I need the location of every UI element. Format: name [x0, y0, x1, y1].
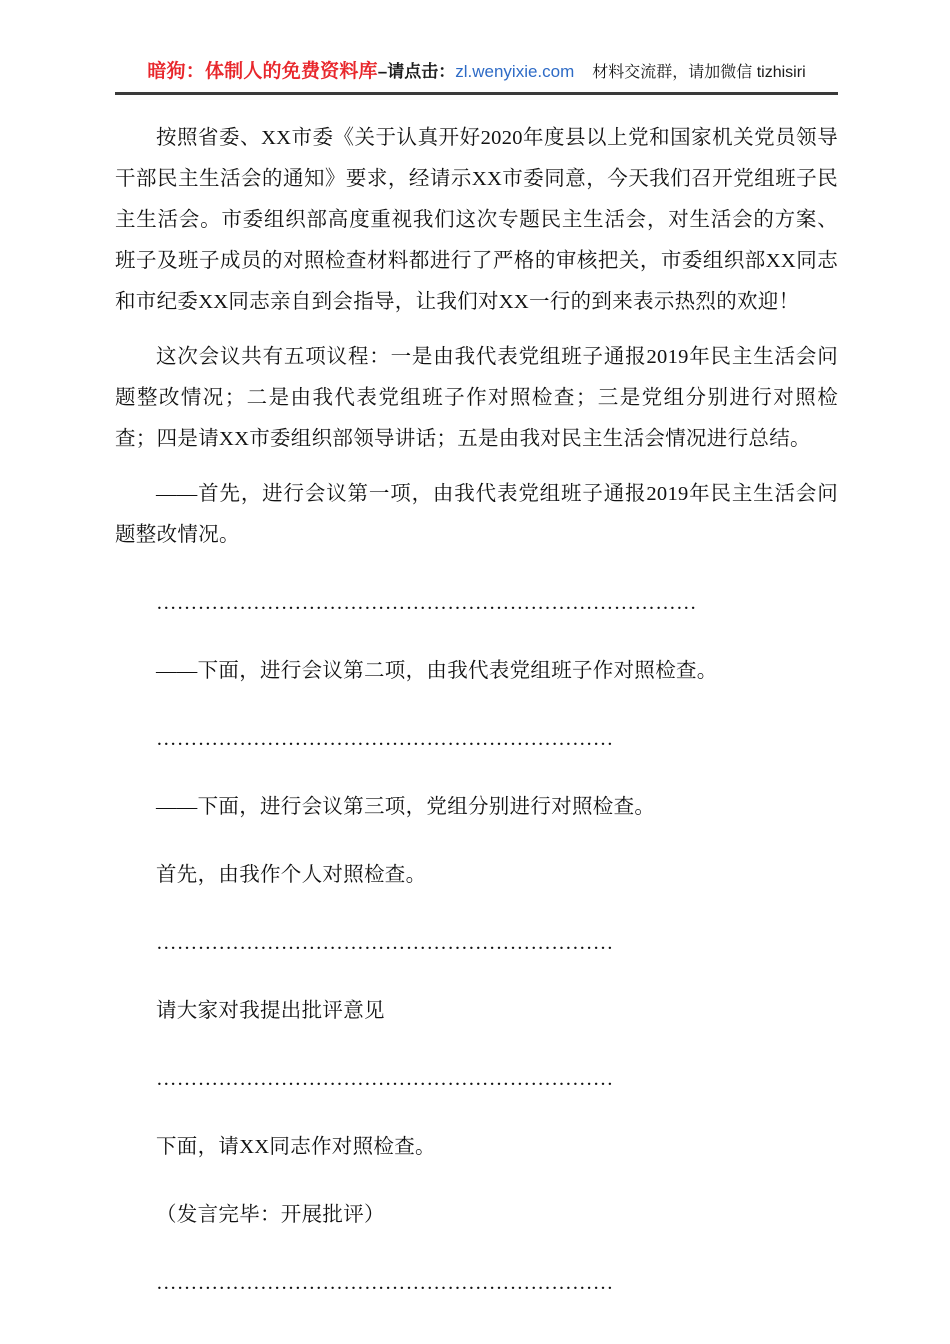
- dotted-separator-1: ……………………………………………………………………: [156, 592, 697, 614]
- paragraph-speech-end-note: （发言完毕：开展批评）: [156, 1204, 385, 1226]
- paragraph-gap: [115, 692, 838, 719]
- paragraph-gap: [115, 556, 838, 583]
- paragraph-gap: [115, 760, 838, 787]
- paragraph-gap: [115, 828, 838, 855]
- paragraph-gap: [115, 896, 838, 923]
- paragraph-agenda-overview: 这次会议共有五项议程：一是由我代表党组班子通报2019年民主生活会问题整改情况；二是由我代表党组班子作对照检查；三是党组分别进行对照检查；四是请XX市委组织部领导讲话；五是由我对民主生活会情况进行总结。: [115, 346, 838, 450]
- paragraph-gap: [115, 323, 838, 337]
- paragraph-self-review: 首先，由我作个人对照检查。: [156, 864, 427, 886]
- paragraph-agenda-item-two: ——下面，进行会议第二项，由我代表党组班子作对照检查。: [156, 660, 718, 682]
- dotted-separator-4: …………………………………………………………: [156, 1068, 614, 1090]
- promo-click-label: –请点击：: [377, 62, 456, 81]
- promo-banner: [115, 55, 838, 95]
- document-body: [115, 118, 838, 1304]
- promo-site-link[interactable]: zl.wenyixie.com: [455, 62, 575, 81]
- paragraph-opening-remarks: 按照省委、XX市委《关于认真开好2020年度县以上党和国家机关党员领导干部民主生活会的通知》要求，经请示XX市委同意，今天我们召开党组班子民主生活会。市委组织部高度重视我们这次专题民主生活会，对生活会的方案、班子及班子成员的对照检查材料都进行了严格的审核把关，市委组织部XX同志和市纪委XX同志亲自到会指导，让我们对XX一行的到来表示热烈的欢迎！: [115, 127, 838, 313]
- dotted-separator-5: …………………………………………………………: [156, 1272, 614, 1294]
- paragraph-agenda-item-one: ——首先，进行会议第一项，由我代表党组班子通报2019年民主生活会问题整改情况。: [115, 483, 838, 546]
- paragraph-gap: [115, 1100, 838, 1127]
- promo-wechat-label: 材料交流群，请加微信 tizhisiri: [592, 64, 806, 81]
- paragraph-next-speaker: 下面，请XX同志作对照检查。: [156, 1136, 436, 1158]
- paragraph-gap: [115, 964, 838, 991]
- paragraph-invite-criticism: 请大家对我提出批评意见: [156, 1000, 385, 1022]
- paragraph-gap: [115, 1236, 838, 1263]
- paragraph-gap: [115, 460, 838, 474]
- paragraph-gap: [115, 624, 838, 651]
- dotted-separator-3: …………………………………………………………: [156, 932, 614, 954]
- paragraph-agenda-item-three: ——下面，进行会议第三项，党组分别进行对照检查。: [156, 796, 656, 818]
- paragraph-gap: [115, 1032, 838, 1059]
- promo-banner-content: [115, 55, 838, 94]
- paragraph-gap: [115, 1168, 838, 1195]
- promo-brand-label: 暗狗：体制人的免费资料库: [147, 61, 378, 82]
- dotted-separator-2: …………………………………………………………: [156, 728, 614, 750]
